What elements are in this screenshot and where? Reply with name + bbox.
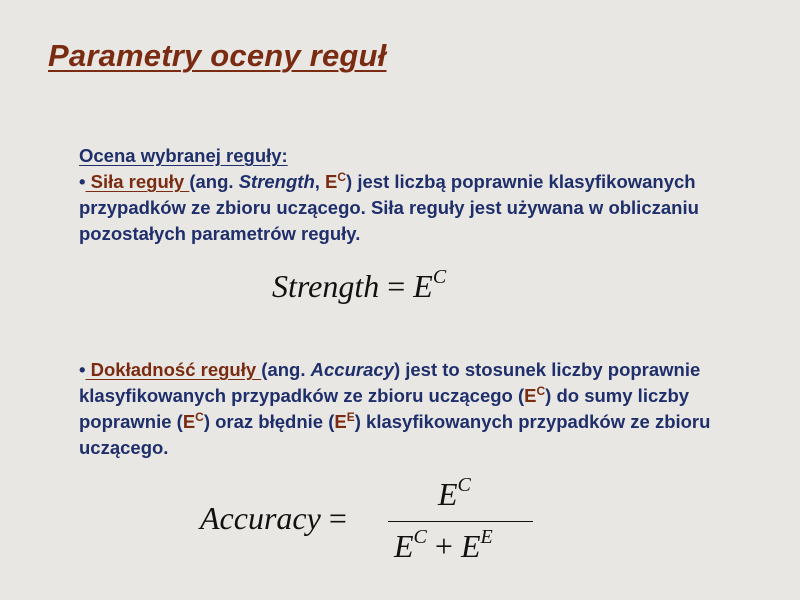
symbol-superscript: C bbox=[195, 410, 204, 424]
bullet-marker: • bbox=[79, 171, 86, 192]
term-accuracy: Dokładność reguły bbox=[85, 359, 262, 380]
slide-title: Parametry oceny reguł bbox=[48, 38, 387, 73]
text-segment: ) klasyfikowanych przypadków ze zbioru uczącego. bbox=[79, 411, 711, 458]
formula-superscript: C bbox=[432, 266, 447, 288]
formula-superscript: E bbox=[480, 526, 493, 548]
symbol-superscript: E bbox=[346, 410, 355, 424]
formula-superscript: C bbox=[457, 474, 471, 496]
formula-equals: = bbox=[379, 268, 414, 304]
text-segment: , bbox=[314, 171, 326, 192]
section-heading: Ocena wybranej reguły: bbox=[79, 145, 288, 166]
formula-plus: + bbox=[426, 528, 461, 564]
formula-accuracy bbox=[200, 476, 600, 576]
symbol-e: E bbox=[325, 171, 338, 192]
fraction-denominator bbox=[394, 528, 493, 565]
formula-base: E bbox=[394, 528, 414, 564]
formula-base: E bbox=[438, 476, 458, 512]
bullet-marker: • bbox=[79, 359, 86, 380]
term-strength: Siła reguły bbox=[85, 171, 190, 192]
text-segment: (ang. bbox=[261, 359, 311, 380]
text-segment: ) do sumy liczby poprawnie ( bbox=[79, 385, 690, 432]
text-segment: ) oraz błędnie ( bbox=[203, 411, 335, 432]
formula-strength bbox=[272, 268, 446, 305]
symbol-e: E bbox=[182, 411, 196, 432]
formula-superscript: C bbox=[413, 526, 427, 548]
formula-equals: = bbox=[320, 500, 347, 536]
formula-lhs-text: Accuracy bbox=[200, 500, 321, 536]
symbol-superscript: C bbox=[337, 170, 347, 184]
text-segment: ) jest liczbą poprawnie klasyfikowanych przypadków ze zbioru uczącego. Siła reguły jest używana w obliczaniu pozostałych parametrów reguły. bbox=[79, 171, 699, 244]
text-segment: (ang. bbox=[189, 171, 239, 192]
symbol-superscript: C bbox=[536, 384, 546, 398]
formula-base: E bbox=[460, 528, 481, 564]
bullet-accuracy bbox=[79, 357, 769, 461]
english-term: Strength bbox=[238, 171, 315, 192]
fraction-numerator bbox=[438, 476, 471, 513]
symbol-e: E bbox=[334, 411, 347, 432]
text-segment: ) jest to stosunek liczby poprawnie klasyfikowanych przypadków ze zbioru uczącego ( bbox=[79, 359, 701, 406]
english-term: Accuracy bbox=[310, 359, 394, 380]
formula-lhs bbox=[200, 500, 347, 537]
symbol-e: E bbox=[524, 385, 537, 406]
bullet-strength bbox=[79, 169, 769, 247]
formula-lhs: Strength bbox=[272, 268, 380, 304]
formula-base: E bbox=[413, 268, 433, 304]
fraction-bar bbox=[388, 521, 533, 522]
